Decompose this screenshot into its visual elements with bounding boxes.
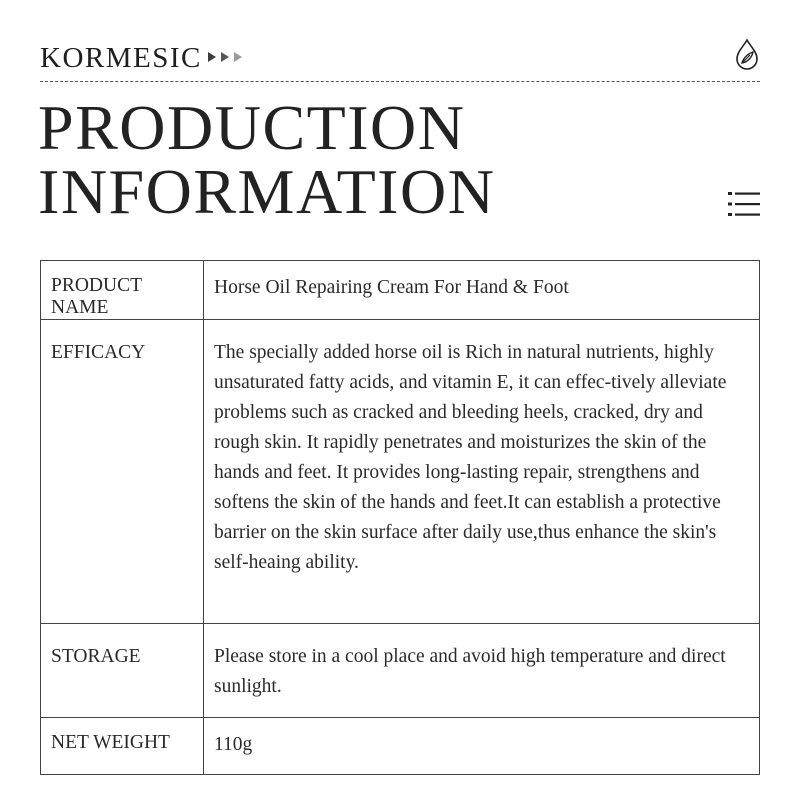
- row-label: EFFICACY: [41, 320, 204, 624]
- list-menu-icon: [728, 191, 760, 217]
- arrow-right-icon: [208, 52, 216, 62]
- product-info-table: [40, 260, 760, 775]
- row-label: PRODUCT NAME: [41, 261, 204, 320]
- row-value: 110g: [204, 718, 760, 775]
- table-row: [41, 624, 760, 718]
- table-row: [41, 261, 760, 320]
- title-line-1: PRODUCTION: [38, 92, 466, 163]
- title-line-2: INFORMATION: [38, 156, 496, 227]
- page-title: [38, 92, 496, 227]
- row-value: The specially added horse oil is Rich in natural nutrients, highly unsaturated fatty acids, and vitamin E, it can effec-tively alleviate problems such as cracked and bleeding heels, cracked, dry and rough skin. It rapidly penetrates and moisturizes the skin of the hands and feet. It provides long-lasting repair, strengthens and softens the skin of the hands and feet.It can establish a protective barrier on the skin surface after daily use,thus enhance the skin's self-heaing ability.: [204, 320, 760, 624]
- header: [40, 38, 760, 82]
- row-value: Please store in a cool place and avoid high temperature and direct sunlight.: [204, 624, 760, 718]
- table-row: [41, 718, 760, 775]
- row-label: STORAGE: [41, 624, 204, 718]
- row-label: NET WEIGHT: [41, 718, 204, 775]
- arrow-right-icon: [221, 52, 229, 62]
- arrow-right-icon: [234, 52, 242, 62]
- triple-arrow-icon: [208, 52, 242, 62]
- divider: [40, 81, 760, 82]
- water-drop-leaf-icon: [734, 38, 760, 70]
- row-value: Horse Oil Repairing Cream For Hand & Foot: [204, 261, 760, 320]
- table-row: [41, 320, 760, 624]
- brand-logo: KORMESIC: [40, 42, 202, 74]
